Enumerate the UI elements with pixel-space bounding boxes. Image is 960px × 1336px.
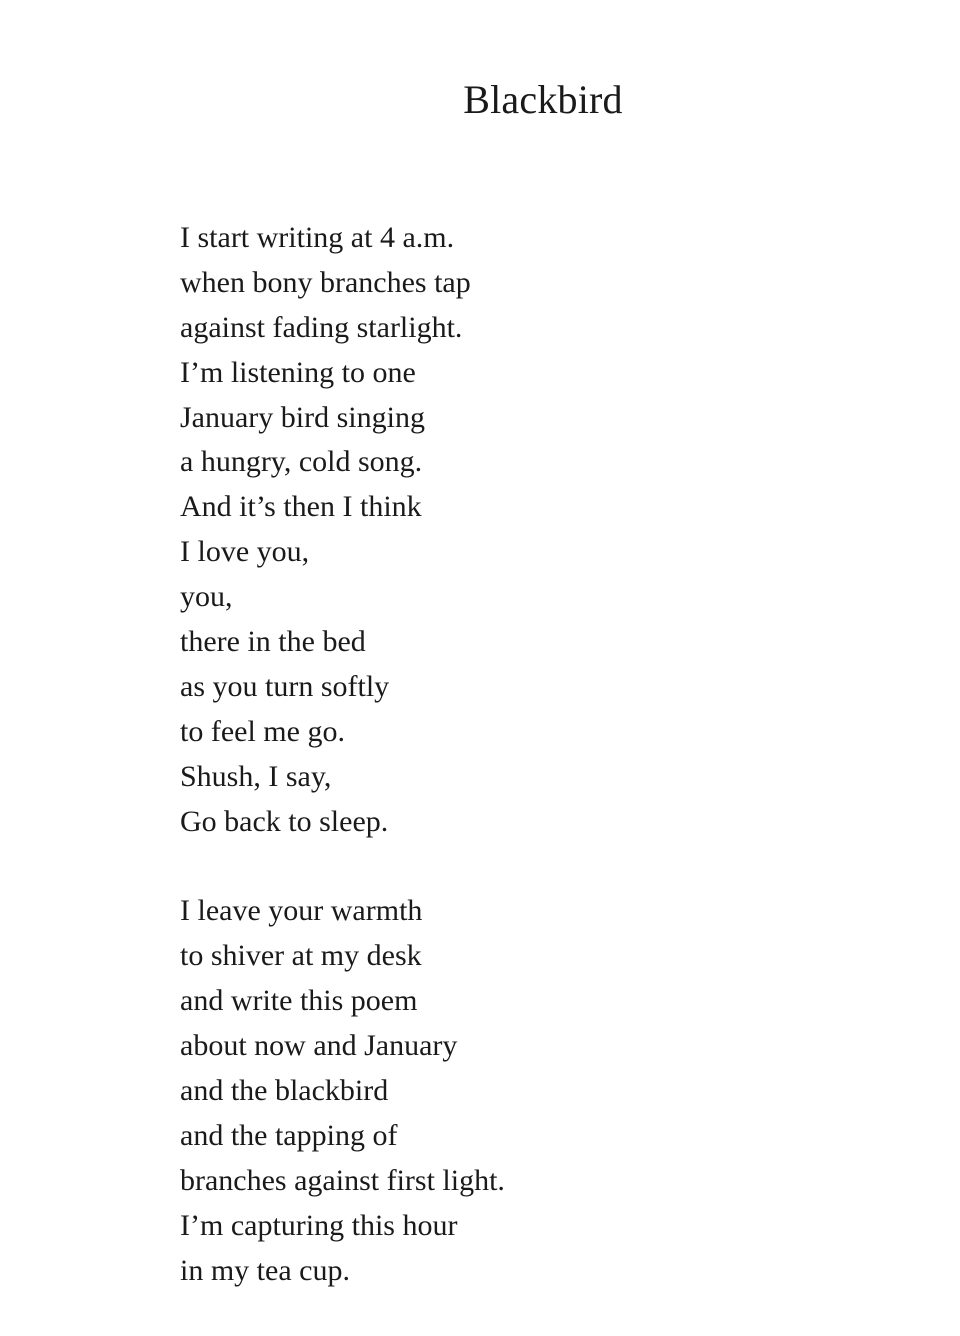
poem-line: against fading starlight.: [180, 310, 463, 344]
poem-line: a hungry, cold song.: [180, 445, 423, 479]
poem-line: when bony branches tap: [180, 265, 471, 299]
poem-title: Blackbird: [463, 77, 623, 122]
poem-line: there in the bed: [180, 625, 366, 659]
stanza-1: [180, 216, 880, 844]
poem-line: and write this poem: [180, 984, 418, 1018]
stanza-2: [180, 889, 880, 1293]
poem-line: and the blackbird: [180, 1074, 389, 1108]
poem-line: as you turn softly: [180, 669, 390, 703]
poem-line: in my tea cup.: [180, 1253, 350, 1287]
poem-line: And it’s then I think: [180, 490, 422, 524]
poem-line: I’m capturing this hour: [180, 1208, 458, 1242]
poem-line: Shush, I say,: [180, 759, 332, 793]
poem-line: to feel me go.: [180, 714, 345, 748]
poem-line: about now and January: [180, 1029, 458, 1063]
poem-line: you,: [180, 580, 233, 614]
poem-line: I love you,: [180, 535, 310, 569]
poem-line: I start writing at 4 a.m.: [180, 221, 455, 254]
poem-line: and the tapping of: [180, 1118, 398, 1152]
poem-line: January bird singing: [180, 400, 425, 434]
poem-body: [180, 216, 880, 1293]
poem-line: branches against first light.: [180, 1163, 505, 1197]
poem-line: I leave your warmth: [180, 894, 423, 928]
poem-line: to shiver at my desk: [180, 939, 422, 973]
poem-line: I’m listening to one: [180, 355, 416, 389]
poem-line: Go back to sleep.: [180, 804, 389, 838]
